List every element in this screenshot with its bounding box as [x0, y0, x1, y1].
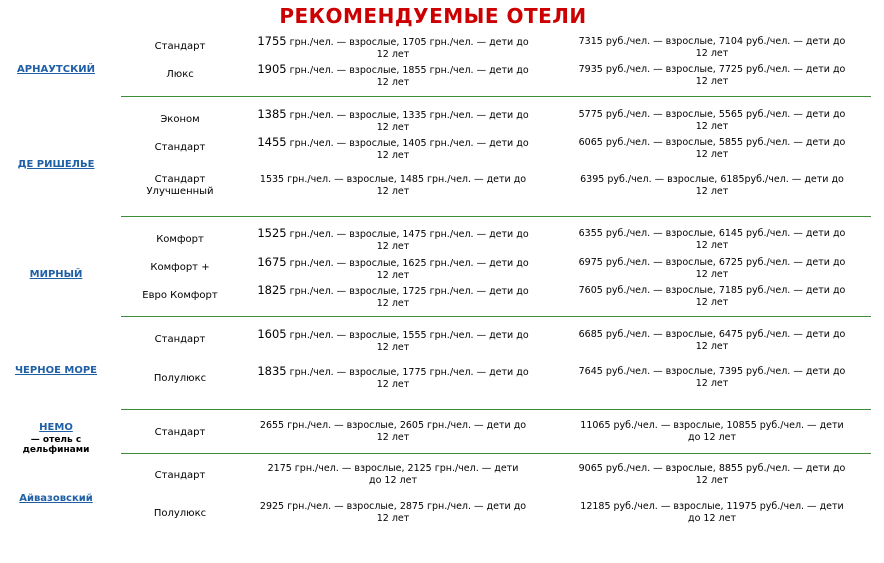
room-type: Полулюкс: [153, 373, 207, 384]
room-type: Стандарт: [154, 142, 206, 153]
price-rub-value: 6395: [580, 174, 605, 185]
price-rub-text: 9065 руб./чел. — взрослые, 8855 руб./чел. — дети до: [578, 463, 846, 474]
price-rub-value: 7605: [578, 285, 603, 296]
price-uah: [236, 365, 550, 391]
hotel-link-black-sea[interactable]: ЧЕРНОЕ МОРЕ: [14, 365, 98, 376]
price-uah: [236, 35, 550, 61]
price-uah-age: 12 лет: [376, 150, 410, 161]
hotel-link-arnautsky[interactable]: АРНАУТСКИЙ: [17, 64, 95, 75]
price-uah-age: 12 лет: [376, 379, 410, 390]
price-rub-age: 12 лет: [695, 149, 729, 160]
price-rub: [553, 366, 871, 390]
room-type: Стандарт: [154, 470, 206, 481]
price-uah-age: 12 лет: [376, 122, 410, 133]
price-uah-age: 12 лет: [376, 49, 410, 60]
room-type: Евро Комфорт: [142, 290, 218, 301]
price-uah: [236, 136, 550, 162]
price-uah-age: 12 лет: [376, 342, 410, 353]
price-rub-text: руб./чел. — взрослые, 5565 руб./чел. — дети до: [602, 109, 846, 120]
price-rub-age: до 12 лет: [688, 513, 736, 524]
price-uah-value: 1755: [257, 34, 287, 48]
price-uah-value: 1535: [259, 174, 285, 185]
price-rub-value: 6685: [578, 329, 603, 340]
price-uah-text: грн./чел. — взрослые, 1335 грн./чел. — дети до: [286, 110, 529, 121]
price-rub-value: 7935: [578, 64, 603, 75]
room-type-line: Улучшенный: [146, 186, 214, 197]
price-uah-age: 12 лет: [376, 298, 410, 309]
price-uah-value: 1525: [257, 226, 287, 240]
price-rub: [553, 257, 871, 281]
price-rub-text: 12185 руб./чел. — взрослые, 11975 руб./чел. — дети: [580, 501, 844, 512]
price-uah-age: 12 лет: [376, 186, 410, 197]
price-uah: [236, 256, 550, 282]
price-uah-text: грн./чел. — взрослые, 1555 грн./чел. — дети до: [286, 330, 529, 341]
page-title: РЕКОМЕНДУЕМЫЕ ОТЕЛИ: [279, 4, 587, 28]
price-rub-age: до 12 лет: [688, 432, 736, 443]
price-uah-value: 1605: [257, 327, 287, 341]
price-uah: [236, 463, 550, 487]
price-rub-text: 11065 руб./чел. — взрослые, 10855 руб./чел. — дети: [580, 420, 844, 431]
price-uah-age: 12 лет: [376, 241, 410, 252]
price-rub: [553, 109, 871, 133]
hotel-note-line: дельфинами: [22, 445, 90, 455]
price-uah-value: 1675: [257, 255, 287, 269]
price-rub: [553, 228, 871, 252]
price-rub-value: 7315: [578, 36, 603, 47]
room-type: Полулюкс: [153, 508, 207, 519]
price-rub: [553, 463, 871, 487]
hotel-link-mirny[interactable]: МИРНЫЙ: [29, 269, 83, 280]
hotel-link-nemo[interactable]: НЕМО: [39, 422, 73, 433]
price-uah-value: 1455: [257, 135, 287, 149]
price-uah-text: грн./чел. — взрослые, 1775 грн./чел. — дети до: [286, 367, 529, 378]
price-uah-text: грн./чел. — взрослые, 1725 грн./чел. — дети до: [286, 286, 529, 297]
room-type: Стандарт: [154, 427, 206, 438]
price-rub-age: 12 лет: [695, 186, 729, 197]
price-uah-text: 2655 грн./чел. — взрослые, 2605 грн./чел. — дети до: [259, 420, 527, 431]
section-divider: [121, 96, 871, 97]
price-uah-value: 1825: [257, 283, 287, 297]
price-uah-value: 1835: [257, 364, 287, 378]
room-type: Стандарт: [154, 334, 206, 345]
hotel-link-aivazovsky[interactable]: Айвазовский: [19, 493, 93, 504]
price-uah-text: грн./чел. — взрослые, 1405 грн./чел. — дети до: [286, 138, 529, 149]
price-uah-age: 12 лет: [376, 513, 410, 524]
price-uah: [236, 284, 550, 310]
section-divider: [121, 216, 871, 217]
price-rub-text: руб./чел. — взрослые, 7725 руб./чел. — дети до: [602, 64, 846, 75]
price-rub-value: 7645: [578, 366, 603, 377]
price-uah: [236, 328, 550, 354]
hotel-note-line: — отель с: [30, 435, 82, 445]
section-divider: [121, 316, 871, 317]
price-rub-text: руб./чел. — взрослые, 6185руб./чел. — дети до: [604, 174, 844, 185]
price-uah: [236, 227, 550, 253]
price-uah: [236, 108, 550, 134]
price-uah-value: 1905: [257, 62, 287, 76]
price-uah-age: до 12 лет: [369, 475, 417, 486]
price-uah-text: грн./чел. — взрослые, 1705 грн./чел. — дети до: [286, 37, 529, 48]
room-type: Люкс: [166, 69, 194, 80]
price-uah-text: 2925 грн./чел. — взрослые, 2875 грн./чел. — дети до: [259, 501, 527, 512]
price-uah: [236, 501, 550, 525]
price-uah-age: 12 лет: [376, 77, 410, 88]
room-type-line: Стандарт: [154, 174, 206, 185]
price-rub-text: руб./чел. — взрослые, 7104 руб./чел. — дети до: [602, 36, 846, 47]
price-rub: [553, 174, 871, 198]
price-uah-text: 2175 грн./чел. — взрослые, 2125 грн./чел. — дети: [267, 463, 519, 474]
price-rub-age: 12 лет: [695, 48, 729, 59]
section-divider: [121, 453, 871, 454]
price-rub-text: руб./чел. — взрослые, 6475 руб./чел. — дети до: [602, 329, 846, 340]
price-rub: [553, 420, 871, 444]
price-rub: [553, 137, 871, 161]
price-uah-age: 12 лет: [376, 432, 410, 443]
price-uah-text: грн./чел. — взрослые, 1485 грн./чел. — дети до: [284, 174, 527, 185]
room-type: Комфорт: [156, 234, 204, 245]
price-rub-age: 12 лет: [695, 297, 729, 308]
price-rub-age: 12 лет: [695, 475, 729, 486]
price-rub: [553, 64, 871, 88]
price-rub-age: 12 лет: [695, 341, 729, 352]
price-rub-value: 5775: [578, 109, 603, 120]
price-rub: [553, 36, 871, 60]
price-rub-age: 12 лет: [695, 378, 729, 389]
price-uah: [236, 174, 550, 198]
hotel-note: [0, 435, 112, 455]
price-rub-text: руб./чел. — взрослые, 7395 руб./чел. — дети до: [602, 366, 846, 377]
room-type: [128, 174, 232, 198]
price-uah-text: грн./чел. — взрослые, 1625 грн./чел. — дети до: [286, 258, 529, 269]
price-rub-text: руб./чел. — взрослые, 6725 руб./чел. — дети до: [602, 257, 846, 268]
price-rub: [553, 285, 871, 309]
price-uah: [236, 420, 550, 444]
price-uah-value: 1385: [257, 107, 287, 121]
section-divider: [121, 409, 871, 410]
price-rub-value: 6355: [578, 228, 603, 239]
price-rub: [553, 329, 871, 353]
price-rub-text: руб./чел. — взрослые, 6145 руб./чел. — дети до: [602, 228, 846, 239]
room-type: Эконом: [160, 114, 200, 125]
price-rub-age: 12 лет: [695, 269, 729, 280]
price-rub: [553, 501, 871, 525]
room-type: Комфорт +: [150, 262, 210, 273]
price-rub-text: руб./чел. — взрослые, 7185 руб./чел. — дети до: [602, 285, 846, 296]
price-uah-age: 12 лет: [376, 270, 410, 281]
price-rub-age: 12 лет: [695, 76, 729, 87]
price-rub-text: руб./чел. — взрослые, 5855 руб./чел. — дети до: [602, 137, 846, 148]
hotel-link-de-richelieu[interactable]: ДЕ РИШЕЛЬЕ: [17, 159, 95, 170]
price-uah-text: грн./чел. — взрослые, 1855 грн./чел. — дети до: [286, 65, 529, 76]
room-type: Стандарт: [154, 41, 206, 52]
price-rub-age: 12 лет: [695, 121, 729, 132]
price-uah-text: грн./чел. — взрослые, 1475 грн./чел. — дети до: [286, 229, 529, 240]
price-uah: [236, 63, 550, 89]
price-rub-value: 6065: [578, 137, 603, 148]
price-rub-value: 6975: [578, 257, 603, 268]
price-rub-age: 12 лет: [695, 240, 729, 251]
